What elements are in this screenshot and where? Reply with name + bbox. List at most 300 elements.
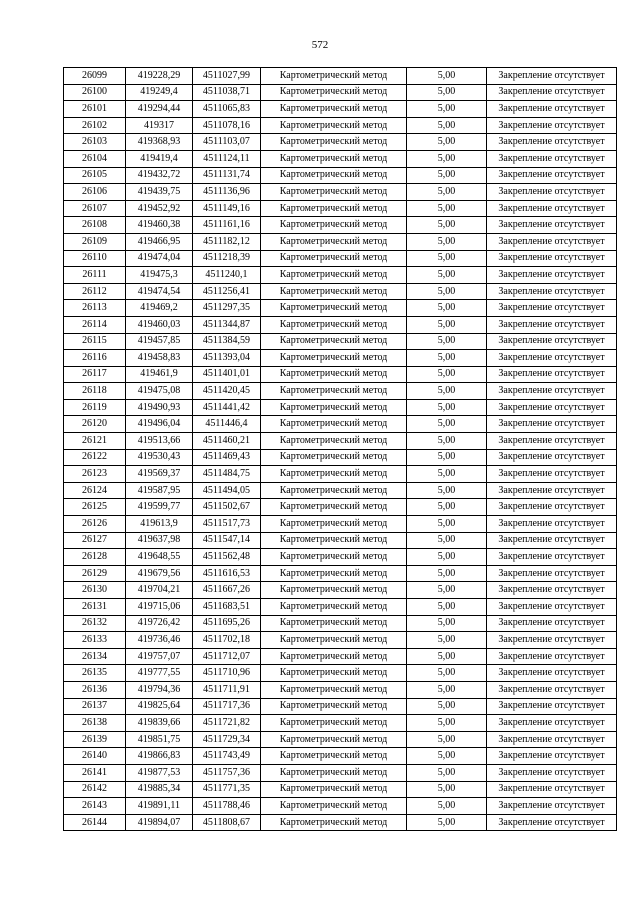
y-coordinate-cell: 4511729,34 xyxy=(193,731,261,748)
method-cell: Картометрический метод xyxy=(261,698,407,715)
accuracy-cell: 5,00 xyxy=(407,748,487,765)
table-row xyxy=(64,482,617,499)
table-row xyxy=(64,764,617,781)
method-cell: Картометрический метод xyxy=(261,565,407,582)
y-coordinate-cell: 4511038,71 xyxy=(193,84,261,101)
method-cell: Картометрический метод xyxy=(261,482,407,499)
accuracy-cell: 5,00 xyxy=(407,333,487,350)
fixing-cell: Закрепление отсутствует xyxy=(487,184,617,201)
point-number-cell: 26105 xyxy=(64,167,126,184)
coordinates-table-body xyxy=(64,68,617,831)
fixing-cell: Закрепление отсутствует xyxy=(487,150,617,167)
table-row xyxy=(64,681,617,698)
y-coordinate-cell: 4511103,07 xyxy=(193,134,261,151)
x-coordinate-cell: 419777,55 xyxy=(126,665,193,682)
point-number-cell: 26140 xyxy=(64,748,126,765)
accuracy-cell: 5,00 xyxy=(407,632,487,649)
method-cell: Картометрический метод xyxy=(261,764,407,781)
table-row xyxy=(64,565,617,582)
point-number-cell: 26135 xyxy=(64,665,126,682)
accuracy-cell: 5,00 xyxy=(407,681,487,698)
accuracy-cell: 5,00 xyxy=(407,68,487,85)
point-number-cell: 26143 xyxy=(64,798,126,815)
method-cell: Картометрический метод xyxy=(261,283,407,300)
method-cell: Картометрический метод xyxy=(261,599,407,616)
fixing-cell: Закрепление отсутствует xyxy=(487,433,617,450)
y-coordinate-cell: 4511743,49 xyxy=(193,748,261,765)
accuracy-cell: 5,00 xyxy=(407,499,487,516)
coordinates-table xyxy=(63,67,617,831)
point-number-cell: 26099 xyxy=(64,68,126,85)
fixing-cell: Закрепление отсутствует xyxy=(487,134,617,151)
fixing-cell: Закрепление отсутствует xyxy=(487,84,617,101)
x-coordinate-cell: 419587,95 xyxy=(126,482,193,499)
method-cell: Картометрический метод xyxy=(261,150,407,167)
accuracy-cell: 5,00 xyxy=(407,117,487,134)
method-cell: Картометрический метод xyxy=(261,167,407,184)
fixing-cell: Закрепление отсутствует xyxy=(487,632,617,649)
table-row xyxy=(64,599,617,616)
x-coordinate-cell: 419726,42 xyxy=(126,615,193,632)
fixing-cell: Закрепление отсутствует xyxy=(487,648,617,665)
y-coordinate-cell: 4511124,11 xyxy=(193,150,261,167)
method-cell: Картометрический метод xyxy=(261,84,407,101)
method-cell: Картометрический метод xyxy=(261,814,407,831)
table-row xyxy=(64,698,617,715)
x-coordinate-cell: 419599,77 xyxy=(126,499,193,516)
point-number-cell: 26101 xyxy=(64,101,126,118)
table-row xyxy=(64,532,617,549)
accuracy-cell: 5,00 xyxy=(407,615,487,632)
fixing-cell: Закрепление отсутствует xyxy=(487,516,617,533)
x-coordinate-cell: 419637,98 xyxy=(126,532,193,549)
y-coordinate-cell: 4511517,73 xyxy=(193,516,261,533)
table-row xyxy=(64,300,617,317)
point-number-cell: 26119 xyxy=(64,399,126,416)
y-coordinate-cell: 4511401,01 xyxy=(193,366,261,383)
y-coordinate-cell: 4511721,82 xyxy=(193,715,261,732)
accuracy-cell: 5,00 xyxy=(407,416,487,433)
x-coordinate-cell: 419294,44 xyxy=(126,101,193,118)
table-row xyxy=(64,316,617,333)
x-coordinate-cell: 419461,9 xyxy=(126,366,193,383)
y-coordinate-cell: 4511502,67 xyxy=(193,499,261,516)
accuracy-cell: 5,00 xyxy=(407,200,487,217)
method-cell: Картометрический метод xyxy=(261,681,407,698)
point-number-cell: 26102 xyxy=(64,117,126,134)
fixing-cell: Закрепление отсутствует xyxy=(487,499,617,516)
x-coordinate-cell: 419736,46 xyxy=(126,632,193,649)
point-number-cell: 26121 xyxy=(64,433,126,450)
accuracy-cell: 5,00 xyxy=(407,715,487,732)
x-coordinate-cell: 419419,4 xyxy=(126,150,193,167)
table-row xyxy=(64,748,617,765)
point-number-cell: 26123 xyxy=(64,466,126,483)
table-row xyxy=(64,366,617,383)
accuracy-cell: 5,00 xyxy=(407,698,487,715)
table-row xyxy=(64,615,617,632)
point-number-cell: 26106 xyxy=(64,184,126,201)
point-number-cell: 26141 xyxy=(64,764,126,781)
fixing-cell: Закрепление отсутствует xyxy=(487,167,617,184)
x-coordinate-cell: 419877,53 xyxy=(126,764,193,781)
method-cell: Картометрический метод xyxy=(261,449,407,466)
point-number-cell: 26111 xyxy=(64,267,126,284)
x-coordinate-cell: 419757,07 xyxy=(126,648,193,665)
fixing-cell: Закрепление отсутствует xyxy=(487,416,617,433)
x-coordinate-cell: 419474,04 xyxy=(126,250,193,267)
accuracy-cell: 5,00 xyxy=(407,549,487,566)
accuracy-cell: 5,00 xyxy=(407,764,487,781)
method-cell: Картометрический метод xyxy=(261,532,407,549)
method-cell: Картометрический метод xyxy=(261,117,407,134)
point-number-cell: 26134 xyxy=(64,648,126,665)
table-row xyxy=(64,101,617,118)
x-coordinate-cell: 419894,07 xyxy=(126,814,193,831)
method-cell: Картометрический метод xyxy=(261,333,407,350)
y-coordinate-cell: 4511344,87 xyxy=(193,316,261,333)
table-row xyxy=(64,283,617,300)
table-row xyxy=(64,68,617,85)
table-row xyxy=(64,217,617,234)
x-coordinate-cell: 419530,43 xyxy=(126,449,193,466)
fixing-cell: Закрепление отсутствует xyxy=(487,565,617,582)
accuracy-cell: 5,00 xyxy=(407,350,487,367)
y-coordinate-cell: 4511711,91 xyxy=(193,681,261,698)
x-coordinate-cell: 419249,4 xyxy=(126,84,193,101)
x-coordinate-cell: 419794,36 xyxy=(126,681,193,698)
x-coordinate-cell: 419885,34 xyxy=(126,781,193,798)
point-number-cell: 26137 xyxy=(64,698,126,715)
method-cell: Картометрический метод xyxy=(261,665,407,682)
y-coordinate-cell: 4511484,75 xyxy=(193,466,261,483)
table-row xyxy=(64,731,617,748)
x-coordinate-cell: 419469,2 xyxy=(126,300,193,317)
table-row xyxy=(64,665,617,682)
y-coordinate-cell: 4511469,43 xyxy=(193,449,261,466)
fixing-cell: Закрепление отсутствует xyxy=(487,101,617,118)
y-coordinate-cell: 4511771,35 xyxy=(193,781,261,798)
method-cell: Картометрический метод xyxy=(261,101,407,118)
accuracy-cell: 5,00 xyxy=(407,316,487,333)
accuracy-cell: 5,00 xyxy=(407,267,487,284)
fixing-cell: Закрепление отсутствует xyxy=(487,466,617,483)
method-cell: Картометрический метод xyxy=(261,366,407,383)
y-coordinate-cell: 4511460,21 xyxy=(193,433,261,450)
y-coordinate-cell: 4511616,53 xyxy=(193,565,261,582)
fixing-cell: Закрепление отсутствует xyxy=(487,482,617,499)
y-coordinate-cell: 4511702,18 xyxy=(193,632,261,649)
y-coordinate-cell: 4511683,51 xyxy=(193,599,261,616)
fixing-cell: Закрепление отсутствует xyxy=(487,549,617,566)
point-number-cell: 26136 xyxy=(64,681,126,698)
accuracy-cell: 5,00 xyxy=(407,300,487,317)
fixing-cell: Закрепление отсутствует xyxy=(487,68,617,85)
accuracy-cell: 5,00 xyxy=(407,565,487,582)
y-coordinate-cell: 4511027,99 xyxy=(193,68,261,85)
fixing-cell: Закрепление отсутствует xyxy=(487,814,617,831)
table-row xyxy=(64,84,617,101)
accuracy-cell: 5,00 xyxy=(407,582,487,599)
y-coordinate-cell: 4511131,74 xyxy=(193,167,261,184)
fixing-cell: Закрепление отсутствует xyxy=(487,582,617,599)
y-coordinate-cell: 4511182,12 xyxy=(193,233,261,250)
x-coordinate-cell: 419496,04 xyxy=(126,416,193,433)
table-row xyxy=(64,383,617,400)
point-number-cell: 26100 xyxy=(64,84,126,101)
method-cell: Картометрический метод xyxy=(261,731,407,748)
fixing-cell: Закрепление отсутствует xyxy=(487,316,617,333)
method-cell: Картометрический метод xyxy=(261,217,407,234)
point-number-cell: 26130 xyxy=(64,582,126,599)
x-coordinate-cell: 419851,75 xyxy=(126,731,193,748)
y-coordinate-cell: 4511078,16 xyxy=(193,117,261,134)
point-number-cell: 26114 xyxy=(64,316,126,333)
point-number-cell: 26129 xyxy=(64,565,126,582)
accuracy-cell: 5,00 xyxy=(407,101,487,118)
method-cell: Картометрический метод xyxy=(261,300,407,317)
accuracy-cell: 5,00 xyxy=(407,532,487,549)
y-coordinate-cell: 4511384,59 xyxy=(193,333,261,350)
accuracy-cell: 5,00 xyxy=(407,134,487,151)
accuracy-cell: 5,00 xyxy=(407,250,487,267)
x-coordinate-cell: 419715,06 xyxy=(126,599,193,616)
accuracy-cell: 5,00 xyxy=(407,798,487,815)
y-coordinate-cell: 4511695,26 xyxy=(193,615,261,632)
accuracy-cell: 5,00 xyxy=(407,648,487,665)
method-cell: Картометрический метод xyxy=(261,250,407,267)
fixing-cell: Закрепление отсутствует xyxy=(487,615,617,632)
point-number-cell: 26110 xyxy=(64,250,126,267)
accuracy-cell: 5,00 xyxy=(407,366,487,383)
x-coordinate-cell: 419466,95 xyxy=(126,233,193,250)
table-row xyxy=(64,814,617,831)
x-coordinate-cell: 419452,92 xyxy=(126,200,193,217)
method-cell: Картометрический метод xyxy=(261,516,407,533)
point-number-cell: 26142 xyxy=(64,781,126,798)
point-number-cell: 26125 xyxy=(64,499,126,516)
x-coordinate-cell: 419228,29 xyxy=(126,68,193,85)
x-coordinate-cell: 419679,56 xyxy=(126,565,193,582)
accuracy-cell: 5,00 xyxy=(407,184,487,201)
table-row xyxy=(64,516,617,533)
table-row xyxy=(64,798,617,815)
point-number-cell: 26117 xyxy=(64,366,126,383)
y-coordinate-cell: 4511547,14 xyxy=(193,532,261,549)
method-cell: Картометрический метод xyxy=(261,267,407,284)
point-number-cell: 26107 xyxy=(64,200,126,217)
method-cell: Картометрический метод xyxy=(261,184,407,201)
method-cell: Картометрический метод xyxy=(261,233,407,250)
table-row xyxy=(64,449,617,466)
x-coordinate-cell: 419839,66 xyxy=(126,715,193,732)
method-cell: Картометрический метод xyxy=(261,433,407,450)
fixing-cell: Закрепление отсутствует xyxy=(487,366,617,383)
y-coordinate-cell: 4511218,39 xyxy=(193,250,261,267)
point-number-cell: 26132 xyxy=(64,615,126,632)
fixing-cell: Закрепление отсутствует xyxy=(487,283,617,300)
fixing-cell: Закрепление отсутствует xyxy=(487,798,617,815)
table-row xyxy=(64,333,617,350)
x-coordinate-cell: 419475,08 xyxy=(126,383,193,400)
accuracy-cell: 5,00 xyxy=(407,814,487,831)
point-number-cell: 26103 xyxy=(64,134,126,151)
method-cell: Картометрический метод xyxy=(261,748,407,765)
point-number-cell: 26126 xyxy=(64,516,126,533)
x-coordinate-cell: 419891,11 xyxy=(126,798,193,815)
accuracy-cell: 5,00 xyxy=(407,150,487,167)
x-coordinate-cell: 419460,38 xyxy=(126,217,193,234)
y-coordinate-cell: 4511065,83 xyxy=(193,101,261,118)
x-coordinate-cell: 419613,9 xyxy=(126,516,193,533)
fixing-cell: Закрепление отсутствует xyxy=(487,250,617,267)
x-coordinate-cell: 419866,83 xyxy=(126,748,193,765)
method-cell: Картометрический метод xyxy=(261,68,407,85)
point-number-cell: 26133 xyxy=(64,632,126,649)
y-coordinate-cell: 4511240,1 xyxy=(193,267,261,284)
point-number-cell: 26138 xyxy=(64,715,126,732)
x-coordinate-cell: 419569,37 xyxy=(126,466,193,483)
method-cell: Картометрический метод xyxy=(261,715,407,732)
x-coordinate-cell: 419648,55 xyxy=(126,549,193,566)
table-row xyxy=(64,582,617,599)
table-row xyxy=(64,399,617,416)
point-number-cell: 26128 xyxy=(64,549,126,566)
point-number-cell: 26139 xyxy=(64,731,126,748)
table-row xyxy=(64,150,617,167)
method-cell: Картометрический метод xyxy=(261,499,407,516)
table-row xyxy=(64,632,617,649)
y-coordinate-cell: 4511446,4 xyxy=(193,416,261,433)
method-cell: Картометрический метод xyxy=(261,200,407,217)
x-coordinate-cell: 419368,93 xyxy=(126,134,193,151)
method-cell: Картометрический метод xyxy=(261,798,407,815)
x-coordinate-cell: 419513,66 xyxy=(126,433,193,450)
y-coordinate-cell: 4511788,46 xyxy=(193,798,261,815)
table-row xyxy=(64,250,617,267)
y-coordinate-cell: 4511712,07 xyxy=(193,648,261,665)
accuracy-cell: 5,00 xyxy=(407,167,487,184)
x-coordinate-cell: 419490,93 xyxy=(126,399,193,416)
table-row xyxy=(64,233,617,250)
point-number-cell: 26127 xyxy=(64,532,126,549)
method-cell: Картометрический метод xyxy=(261,549,407,566)
point-number-cell: 26112 xyxy=(64,283,126,300)
y-coordinate-cell: 4511757,36 xyxy=(193,764,261,781)
table-row xyxy=(64,781,617,798)
method-cell: Картометрический метод xyxy=(261,632,407,649)
fixing-cell: Закрепление отсутствует xyxy=(487,399,617,416)
table-row xyxy=(64,117,617,134)
fixing-cell: Закрепление отсутствует xyxy=(487,532,617,549)
fixing-cell: Закрепление отсутствует xyxy=(487,383,617,400)
fixing-cell: Закрепление отсутствует xyxy=(487,200,617,217)
fixing-cell: Закрепление отсутствует xyxy=(487,233,617,250)
table-row xyxy=(64,466,617,483)
table-row xyxy=(64,200,617,217)
fixing-cell: Закрепление отсутствует xyxy=(487,217,617,234)
fixing-cell: Закрепление отсутствует xyxy=(487,333,617,350)
table-row xyxy=(64,267,617,284)
fixing-cell: Закрепление отсутствует xyxy=(487,681,617,698)
table-row xyxy=(64,350,617,367)
x-coordinate-cell: 419474,54 xyxy=(126,283,193,300)
point-number-cell: 26115 xyxy=(64,333,126,350)
y-coordinate-cell: 4511297,35 xyxy=(193,300,261,317)
method-cell: Картометрический метод xyxy=(261,781,407,798)
accuracy-cell: 5,00 xyxy=(407,466,487,483)
accuracy-cell: 5,00 xyxy=(407,84,487,101)
x-coordinate-cell: 419475,3 xyxy=(126,267,193,284)
fixing-cell: Закрепление отсутствует xyxy=(487,350,617,367)
y-coordinate-cell: 4511808,67 xyxy=(193,814,261,831)
accuracy-cell: 5,00 xyxy=(407,449,487,466)
page-number: 572 xyxy=(311,39,329,51)
point-number-cell: 26131 xyxy=(64,599,126,616)
accuracy-cell: 5,00 xyxy=(407,383,487,400)
table-row xyxy=(64,134,617,151)
table-row xyxy=(64,499,617,516)
x-coordinate-cell: 419432,72 xyxy=(126,167,193,184)
method-cell: Картометрический метод xyxy=(261,648,407,665)
y-coordinate-cell: 4511441,42 xyxy=(193,399,261,416)
point-number-cell: 26113 xyxy=(64,300,126,317)
fixing-cell: Закрепление отсутствует xyxy=(487,731,617,748)
method-cell: Картометрический метод xyxy=(261,582,407,599)
fixing-cell: Закрепление отсутствует xyxy=(487,599,617,616)
point-number-cell: 26144 xyxy=(64,814,126,831)
x-coordinate-cell: 419704,21 xyxy=(126,582,193,599)
y-coordinate-cell: 4511161,16 xyxy=(193,217,261,234)
accuracy-cell: 5,00 xyxy=(407,233,487,250)
accuracy-cell: 5,00 xyxy=(407,665,487,682)
table-row xyxy=(64,433,617,450)
accuracy-cell: 5,00 xyxy=(407,433,487,450)
accuracy-cell: 5,00 xyxy=(407,482,487,499)
accuracy-cell: 5,00 xyxy=(407,731,487,748)
method-cell: Картометрический метод xyxy=(261,350,407,367)
x-coordinate-cell: 419460,03 xyxy=(126,316,193,333)
y-coordinate-cell: 4511710,96 xyxy=(193,665,261,682)
accuracy-cell: 5,00 xyxy=(407,217,487,234)
method-cell: Картометрический метод xyxy=(261,615,407,632)
y-coordinate-cell: 4511149,16 xyxy=(193,200,261,217)
point-number-cell: 26118 xyxy=(64,383,126,400)
table-row xyxy=(64,549,617,566)
table-row xyxy=(64,648,617,665)
method-cell: Картометрический метод xyxy=(261,383,407,400)
fixing-cell: Закрепление отсутствует xyxy=(487,715,617,732)
point-number-cell: 26122 xyxy=(64,449,126,466)
accuracy-cell: 5,00 xyxy=(407,599,487,616)
accuracy-cell: 5,00 xyxy=(407,399,487,416)
table-row xyxy=(64,715,617,732)
point-number-cell: 26124 xyxy=(64,482,126,499)
accuracy-cell: 5,00 xyxy=(407,516,487,533)
fixing-cell: Закрепление отсутствует xyxy=(487,267,617,284)
fixing-cell: Закрепление отсутствует xyxy=(487,117,617,134)
method-cell: Картометрический метод xyxy=(261,316,407,333)
fixing-cell: Закрепление отсутствует xyxy=(487,764,617,781)
point-number-cell: 26104 xyxy=(64,150,126,167)
table-row xyxy=(64,184,617,201)
accuracy-cell: 5,00 xyxy=(407,283,487,300)
fixing-cell: Закрепление отсутствует xyxy=(487,300,617,317)
method-cell: Картометрический метод xyxy=(261,134,407,151)
method-cell: Картометрический метод xyxy=(261,416,407,433)
y-coordinate-cell: 4511667,26 xyxy=(193,582,261,599)
y-coordinate-cell: 4511717,36 xyxy=(193,698,261,715)
